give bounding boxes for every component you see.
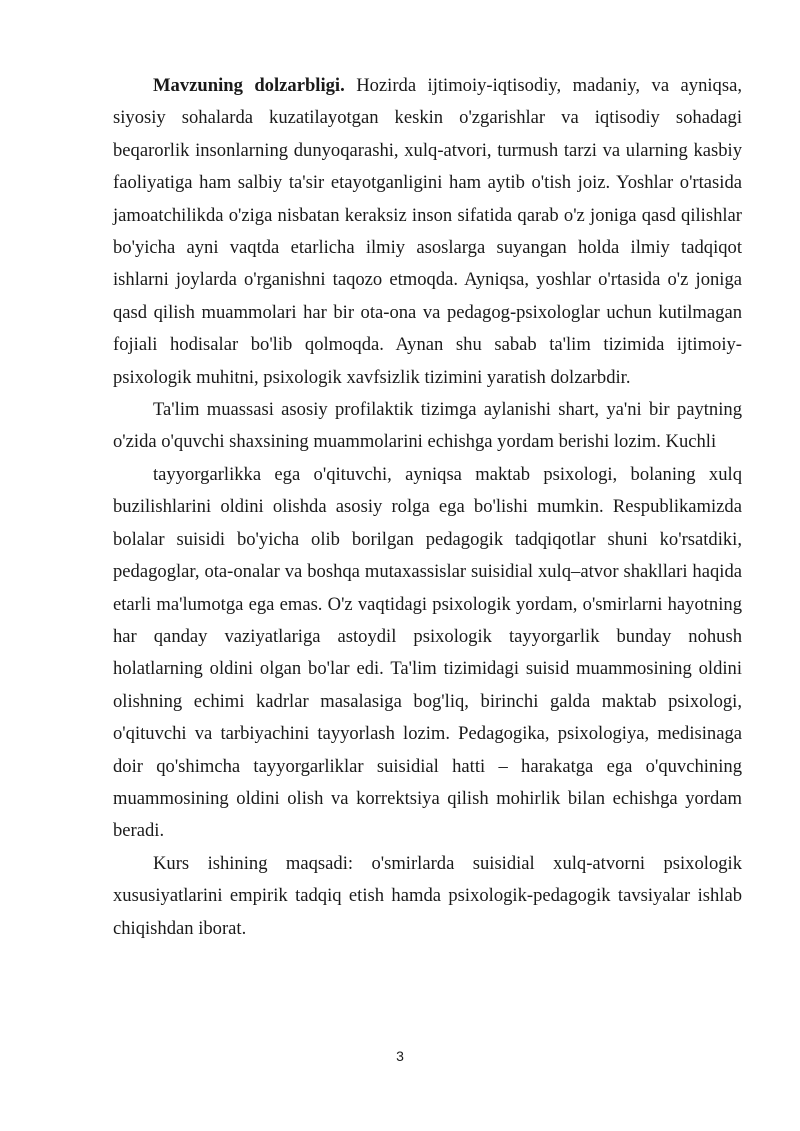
paragraph-lead-heading: Mavzuning dolzarbligi. (153, 75, 345, 96)
paragraph-text: Kurs ishining maqsadi: o'smirlarda suisidial xulq-atvorni psixologik xususiyatlarini empirik tadqiq etish hamda psixologik-pedagogik tavsiyalar ishlab chiqishdan iborat. (113, 852, 742, 939)
paragraph-education-institution (113, 394, 742, 459)
document-body (113, 70, 742, 945)
paragraph-text: tayyorgarlikka ega o'qituvchi, ayniqsa maktab psixologi, bolaning xulq buzilishlarini oldini olishda asosiy rolga ega bo'lishi mumkin. Respublikamizda bolalar suisidi bo'yicha olib borilgan pedagogik tadqiqotlar shuni ko'rsatdiki, pedagoglar, ota-onalar va boshqa mutaxassislar suisidial xulq–atvor shakllari haqida etarli ma'lumotga ega emas. O'z vaqtidagi psixologik yordam, o'smirlarni hayotning har qanday vaziyatlariga astoydil psixologik tayyorgarlik bunday nohush holatlarning oldini olgan bo'lar edi. Ta'lim tizimidagi suisid muammosining oldini olishning echimi kadrlar masalasiga bog'liq, birinchi galda maktab psixologi, o'qituvchi va tarbiyachini tayyorlash lozim. Pedagogika, psixologiya, medisinaga doir qo'shimcha tayyorgarliklar suisidial hatti – harakatga ega o'quvchining muammosining oldini olish va korrektsiya qilish mohirlik bilan echishga yordam beradi. (113, 463, 742, 842)
paragraph-text: Ta'lim muassasi asosiy profilaktik tizimga aylanishi shart, ya'ni bir paytning o'zida o'quvchi shaxsining muammolarini echishga yordam berishi lozim. Kuchli (113, 399, 742, 453)
paragraph-course-goal (113, 848, 742, 945)
page-number: 3 (396, 1048, 404, 1064)
paragraph-relevance (113, 70, 742, 394)
paragraph-text: Hozirda ijtimoiy-iqtisodiy, madaniy, va ayniqsa, siyosiy sohalarda kuzatilayotgan keskin o'zgarishlar va iqtisodiy sohadagi beqarorlik insonlarning dunyoqarashi, xulq-atvori, turmush tarzi va ularning kasbiy faoliyatiga ham salbiy ta'sir etayotganligini ham aytib o'tish joiz. Yoshlar o'rtasida jamoatchilikda o'ziga nisbatan keraksiz inson sifatida qarab o'z joniga qasd qilishlar bo'yicha ayni vaqtda etarlicha ilmiy asoslarga suyangan holda ilmiy tadqiqot ishlarni joylarda o'rganishni taqozo etmoqda. Ayniqsa, yoshlar o'rtasida o'z joniga qasd qilish muammolari har bir ota-ona va pedagog-psixologlar uchun kutilmagan fojiali hodisalar bo'lib qolmoqda. Aynan shu sabab ta'lim tizimida ijtimoiy-psixologik muhitni, psixologik xavfsizlik tizimini yaratish dolzarbdir. (113, 75, 742, 388)
paragraph-teacher-preparation (113, 459, 742, 848)
